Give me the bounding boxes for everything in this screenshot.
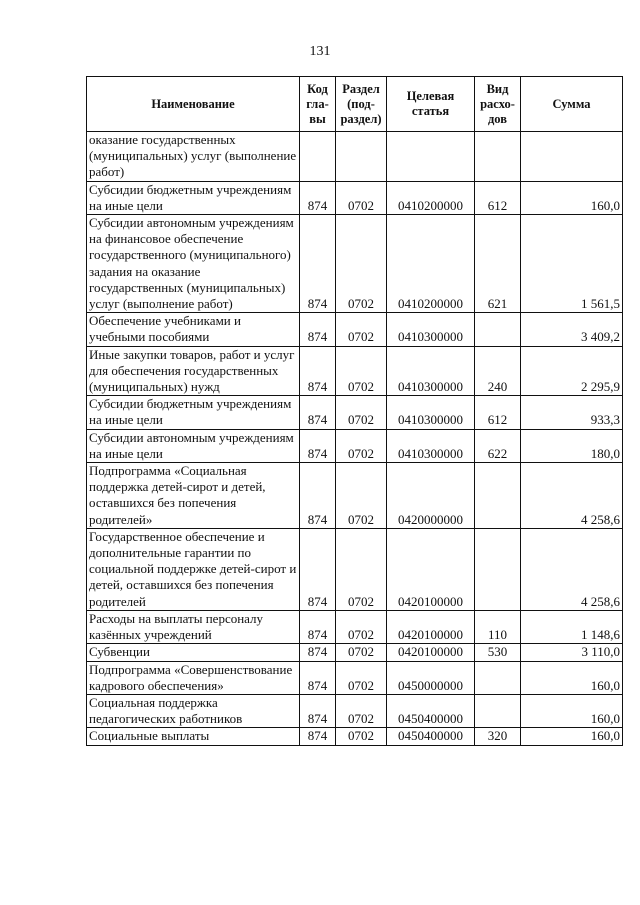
cell-sum: 1 561,5 [521, 215, 623, 313]
cell-section: 0702 [336, 610, 387, 643]
cell-section: 0702 [336, 346, 387, 396]
cell-code: 874 [300, 346, 336, 396]
cell-article [387, 132, 475, 182]
cell-section: 0702 [336, 728, 387, 745]
cell-type: 110 [475, 610, 521, 643]
cell-name: Субсидии автономным учреждениям на финансовое обеспечение государственного (муниципального) задания на оказание государственных (муниципальных) услуг (выполнение работ) [87, 215, 300, 313]
cell-name: Социальные выплаты [87, 728, 300, 745]
header-article: Целевая статья [387, 77, 475, 132]
cell-section: 0702 [336, 463, 387, 529]
cell-section: 0702 [336, 313, 387, 346]
cell-name: Субсидии автономным учреждениям на иные цели [87, 429, 300, 462]
table-row [87, 644, 623, 661]
cell-name: оказание государственных (муниципальных) услуг (выполнение работ) [87, 132, 300, 182]
header-name: Наименование [87, 77, 300, 132]
table-row [87, 132, 623, 182]
cell-name: Субвенции [87, 644, 300, 661]
cell-article: 0410300000 [387, 429, 475, 462]
cell-name: Субсидии бюджетным учреждениям на иные цели [87, 396, 300, 429]
cell-type [475, 463, 521, 529]
cell-sum: 3 110,0 [521, 644, 623, 661]
cell-section: 0702 [336, 661, 387, 694]
table-row [87, 313, 623, 346]
cell-name: Расходы на выплаты персоналу казённых учреждений [87, 610, 300, 643]
cell-article: 0450400000 [387, 694, 475, 727]
cell-section [336, 132, 387, 182]
cell-sum: 1 148,6 [521, 610, 623, 643]
cell-sum: 160,0 [521, 728, 623, 745]
cell-name: Иные закупки товаров, работ и услуг для обеспечения государственных (муниципальных) нужд [87, 346, 300, 396]
cell-article: 0420100000 [387, 528, 475, 610]
cell-sum: 180,0 [521, 429, 623, 462]
cell-sum: 160,0 [521, 694, 623, 727]
cell-code: 874 [300, 644, 336, 661]
table-header-row [87, 77, 623, 132]
cell-name: Обеспечение учебниками и учебными пособиями [87, 313, 300, 346]
header-type: Вид расхо-дов [475, 77, 521, 132]
cell-type: 530 [475, 644, 521, 661]
cell-article: 0410300000 [387, 396, 475, 429]
table-row [87, 463, 623, 529]
cell-article: 0450000000 [387, 661, 475, 694]
cell-code: 874 [300, 396, 336, 429]
cell-code: 874 [300, 694, 336, 727]
table-row [87, 661, 623, 694]
cell-article: 0410300000 [387, 313, 475, 346]
cell-code: 874 [300, 661, 336, 694]
cell-article: 0420000000 [387, 463, 475, 529]
cell-type [475, 694, 521, 727]
cell-sum: 160,0 [521, 181, 623, 214]
cell-sum: 933,3 [521, 396, 623, 429]
cell-section: 0702 [336, 644, 387, 661]
header-code: Код гла-вы [300, 77, 336, 132]
table-row [87, 528, 623, 610]
cell-sum: 4 258,6 [521, 463, 623, 529]
cell-name: Подпрограмма «Социальная поддержка детей-сирот и детей, оставшихся без попечения родителей» [87, 463, 300, 529]
cell-sum: 160,0 [521, 661, 623, 694]
cell-article: 0410300000 [387, 346, 475, 396]
cell-type: 612 [475, 396, 521, 429]
table-row [87, 181, 623, 214]
cell-section: 0702 [336, 396, 387, 429]
cell-code: 874 [300, 181, 336, 214]
cell-article: 0450400000 [387, 728, 475, 745]
cell-type: 612 [475, 181, 521, 214]
cell-type [475, 661, 521, 694]
cell-code: 874 [300, 215, 336, 313]
cell-type: 240 [475, 346, 521, 396]
cell-sum [521, 132, 623, 182]
budget-table [86, 76, 623, 746]
table-row [87, 694, 623, 727]
cell-sum: 3 409,2 [521, 313, 623, 346]
cell-section: 0702 [336, 528, 387, 610]
cell-code: 874 [300, 528, 336, 610]
table-row [87, 610, 623, 643]
cell-type: 622 [475, 429, 521, 462]
cell-section: 0702 [336, 215, 387, 313]
cell-article: 0420100000 [387, 610, 475, 643]
header-sum: Сумма [521, 77, 623, 132]
cell-sum: 4 258,6 [521, 528, 623, 610]
cell-sum: 2 295,9 [521, 346, 623, 396]
cell-name: Социальная поддержка педагогических работников [87, 694, 300, 727]
cell-type [475, 132, 521, 182]
cell-name: Государственное обеспечение и дополнительные гарантии по социальной поддержке детей-сирот и детей, оставшихся без попечения родителей [87, 528, 300, 610]
cell-article: 0410200000 [387, 181, 475, 214]
cell-code: 874 [300, 429, 336, 462]
cell-type: 621 [475, 215, 521, 313]
cell-code: 874 [300, 610, 336, 643]
cell-code: 874 [300, 463, 336, 529]
cell-name: Подпрограмма «Совершенствование кадрового обеспечения» [87, 661, 300, 694]
page-number: 131 [309, 44, 331, 59]
table-row [87, 346, 623, 396]
table-row [87, 728, 623, 745]
cell-code [300, 132, 336, 182]
table-row [87, 215, 623, 313]
cell-section: 0702 [336, 181, 387, 214]
table-row [87, 396, 623, 429]
table-row [87, 429, 623, 462]
cell-type [475, 528, 521, 610]
cell-type: 320 [475, 728, 521, 745]
cell-code: 874 [300, 313, 336, 346]
cell-section: 0702 [336, 694, 387, 727]
cell-name: Субсидии бюджетным учреждениям на иные цели [87, 181, 300, 214]
cell-type [475, 313, 521, 346]
cell-article: 0410200000 [387, 215, 475, 313]
cell-article: 0420100000 [387, 644, 475, 661]
table-body [87, 132, 623, 746]
cell-section: 0702 [336, 429, 387, 462]
cell-code: 874 [300, 728, 336, 745]
header-section: Раздел (под-раздел) [336, 77, 387, 132]
